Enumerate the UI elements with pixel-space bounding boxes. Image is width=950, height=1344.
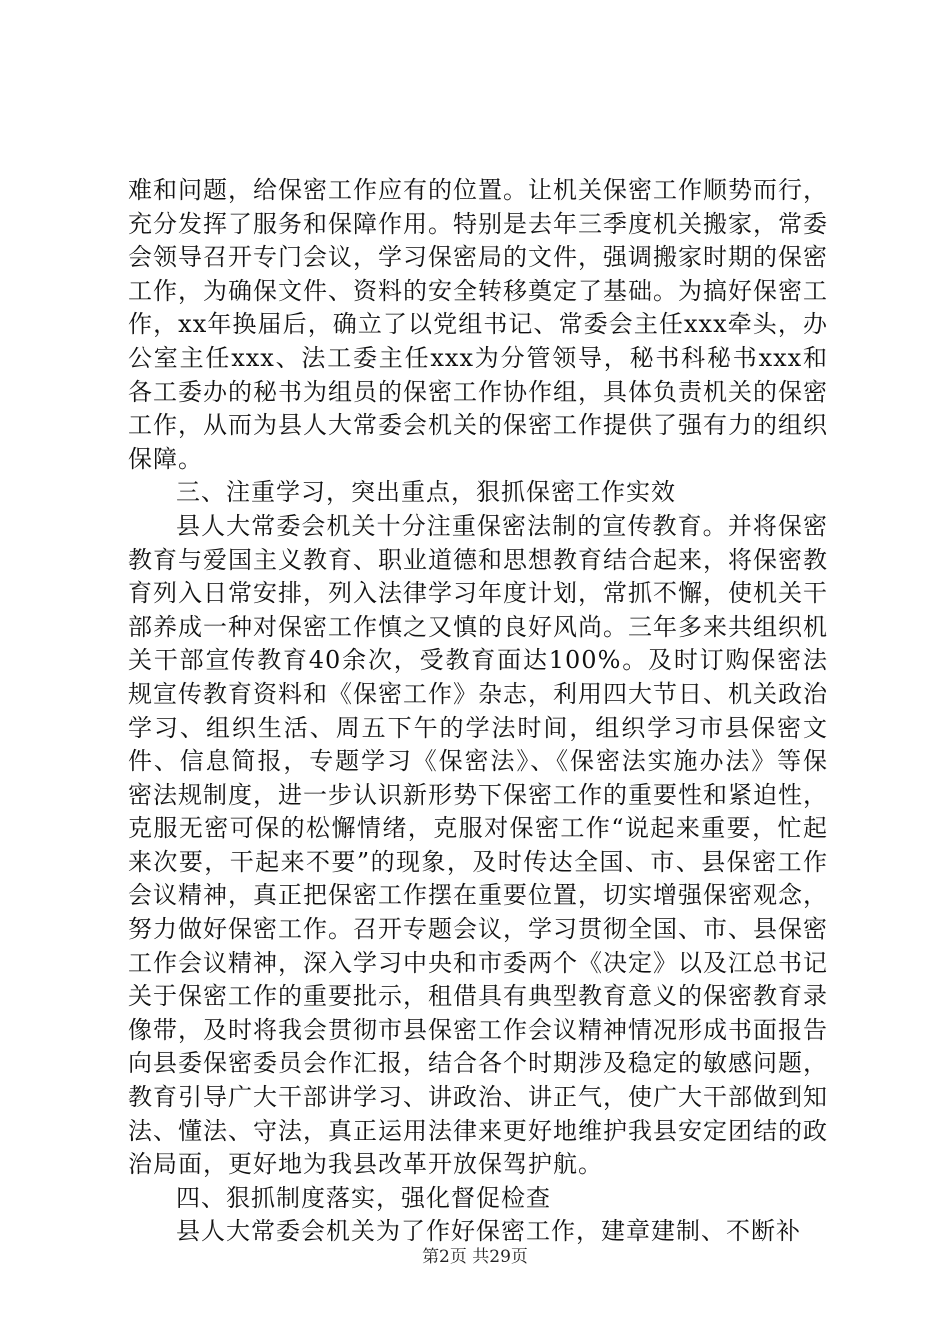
section-heading-4: 四、狠抓制度落实，强化督促检查 xyxy=(176,1183,551,1212)
page-number-footer: 第2页 共29页 xyxy=(422,1247,528,1267)
section-heading-3: 三、注重学习，突出重点，狠抓保密工作实效 xyxy=(176,478,676,507)
paragraph-2: 县人大常委会机关十分注重保密法制的宣传教育。并将保密教育与爱国主义教育、职业道德和思想教育结合起来，将保密教育列入日常安排，列入法律学习年度计划，常抓不懈，使机关干部养成一种对保密工作慎之又慎的良好风尚。三年多来共组织机关干部宣传教育40余次，受教育面达100%。及时订购保密法规宣传教育资料和《保密工作》杂志，利用四大节日、机关政治学习、组织生活、周五下午的学法时间，组织学习市县保密文件、信息简报，专题学习《保密法》、《保密法实施办法》等保密法规制度，进一步认识新形势下保密工作的重要性和紧迫性，克服无密可保的松懈情绪，克服对保密工作“说起来重要，忙起来次要，干起来不要”的现象，及时传达全国、市、县保密工作会议精神，真正把保密工作摆在重要位置，切实增强保密观念，努力做好保密工作。召开专题会议，学习贯彻全国、市、县保密工作会议精神，深入学习中央和市委两个《决定》以及江总书记关于保密工作的重要批示，租借具有典型教育意义的保密教育录像带，及时将我会贯彻市县保密工作会议精神情况形成书面报告向县委保密委员会作汇报，结合各个时期涉及稳定的敏感问题，教育引导广大干部讲学习、讲政治、讲正气，使广大干部做到知法、懂法、守法，真正运用法律来更好地维护我县安定团结的政治局面，更好地为我县改革开放保驾护航。 xyxy=(128,511,828,1179)
document-body xyxy=(128,174,828,1249)
paragraph-3: 县人大常委会机关为了作好保密工作，建章建制、不断补 xyxy=(176,1217,801,1246)
paragraph-1: 难和问题，给保密工作应有的位置。让机关保密工作顺势而行，充分发挥了服务和保障作用。特别是去年三季度机关搬家，常委会领导召开专门会议，学习保密局的文件，强调搬家时期的保密工作，为确保文件、资料的安全转移奠定了基础。为搞好保密工作，xx年换届后，确立了以党组书记、常委会主任xxx牵头，办公室主任xxx、法工委主任xxx为分管领导，秘书科秘书xxx和各工委办的秘书为组员的保密工作协作组，具体负责机关的保密工作，从而为县人大常委会机关的保密工作提供了强有力的组织保障。 xyxy=(128,176,828,473)
